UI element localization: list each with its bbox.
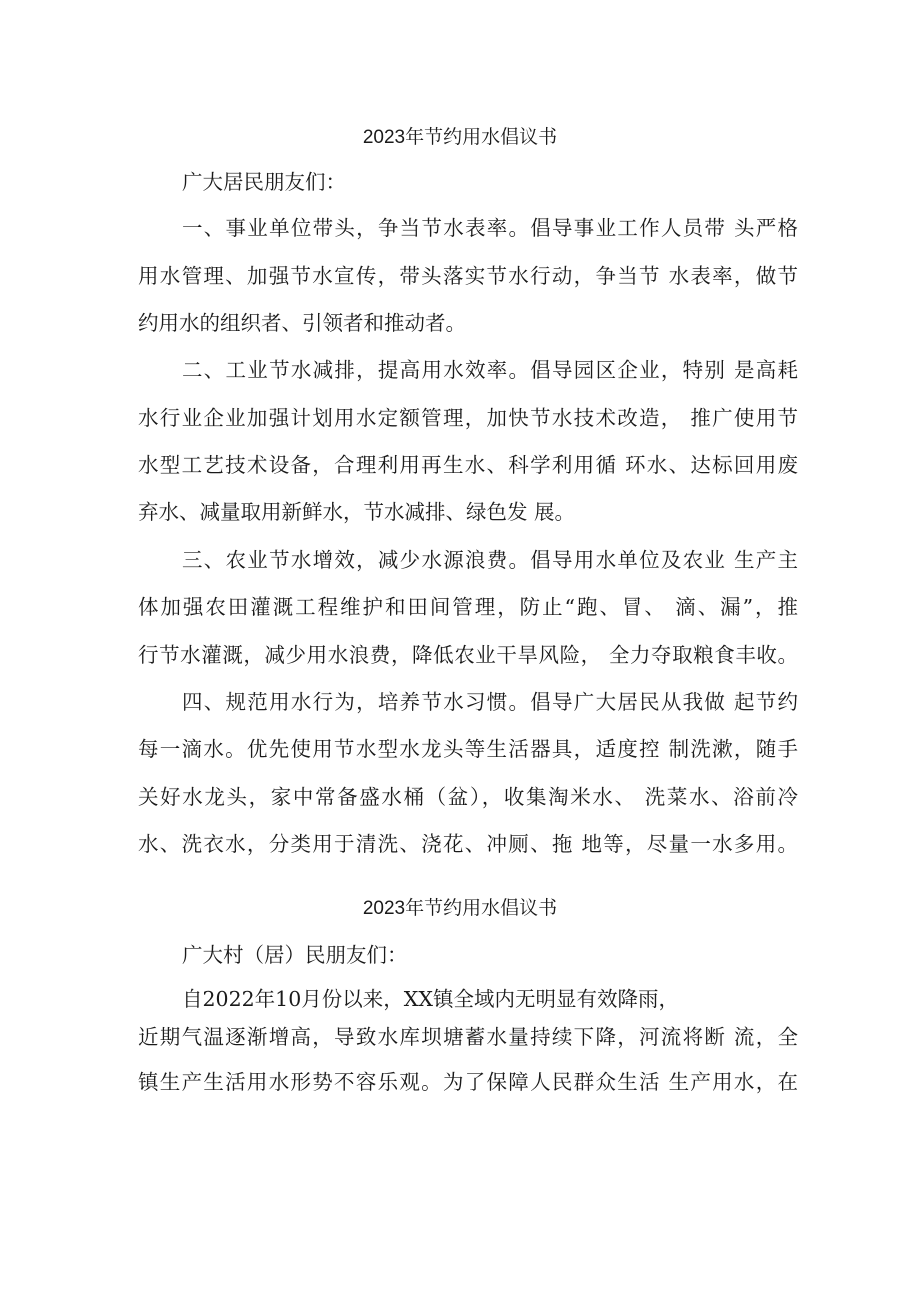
paragraph-line: 四、规范用水行为，培养节水习惯。倡导广大居民从我做 起节约	[182, 690, 798, 714]
paragraph-line: 水、洗衣水，分类用于清洗、浇花、冲厕、拖 地等，尽量一水多用。	[138, 832, 798, 856]
paragraph-line: 水行业企业加强计划用水定额管理，加快节水技术改造， 推广使用节	[138, 406, 798, 430]
paragraph-line: 弃水、减量取用新鲜水，节水减排、绿色发 展。	[138, 500, 576, 524]
paragraph-line: 体加强农田灌溉工程维护和田间管理，防止“跑、冒、 滴、漏”，推	[138, 595, 798, 619]
paragraph-line: 关好水龙头，家中常备盛水桶（盆），收集淘米水、 洗菜水、浴前冷	[138, 785, 798, 809]
paragraph-line: 用水管理、加强节水宣传，带头落实节水行动，争当节 水表率，做节	[138, 264, 798, 288]
paragraph-line: 自2022年10月份以来，XX镇全域内无明显有效降雨，	[182, 987, 679, 1011]
paragraph-line: 近期气温逐渐增高，导致水库坝塘蓄水量持续下降，河流将断 流，全	[138, 1025, 798, 1049]
paragraph-line: 一、事业单位带头，争当节水表率。倡导事业工作人员带 头严格	[182, 216, 798, 240]
document-title-second: 2023年节约用水倡议书	[362, 898, 558, 919]
paragraph-line: 二、工业节水减排，提高用水效率。倡导园区企业，特别 是高耗	[182, 358, 798, 382]
salutation-second: 广大村（居）民朋友们：	[182, 943, 408, 967]
paragraph-line: 每一滴水。优先使用节水型水龙头等生活器具，适度控 制洗漱，随手	[138, 737, 798, 761]
paragraph-line: 水型工艺技术设备，合理利用再生水、科学利用循 环水、达标回用废	[138, 453, 798, 477]
salutation: 广大居民朋友们：	[182, 170, 346, 194]
paragraph-line: 三、农业节水增效，减少水源浪费。倡导用水单位及农业 生产主	[182, 548, 798, 572]
paragraph-line: 镇生产生活用水形势不容乐观。为了保障人民群众生活 生产用水，在	[138, 1070, 798, 1094]
paragraph-line: 约用水的组织者、引领者和推动者。	[138, 311, 466, 335]
paragraph-line: 行节水灌溉，减少用水浪费，降低农业干旱风险， 全力夺取粮食丰收。	[138, 643, 798, 667]
document-title: 2023年节约用水倡议书	[362, 127, 558, 148]
